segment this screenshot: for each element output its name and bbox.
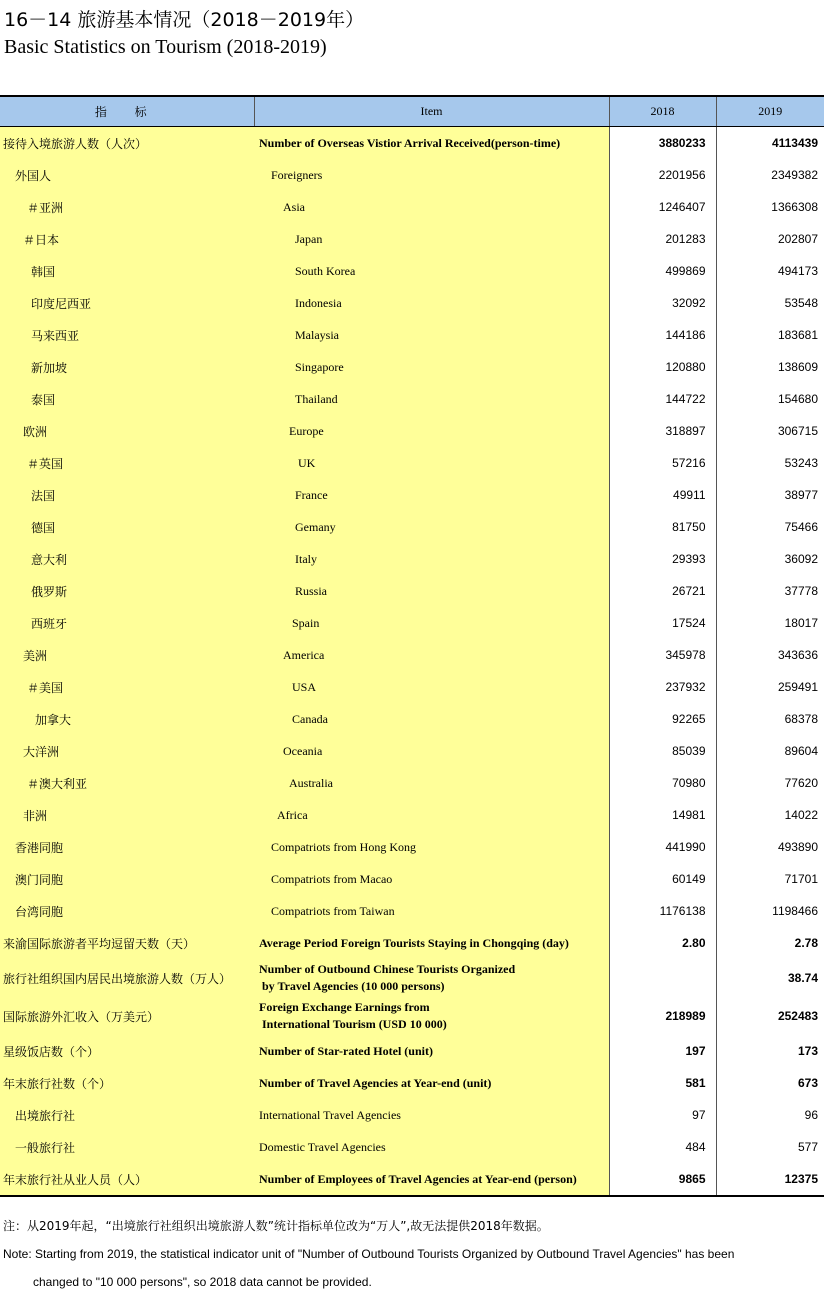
row-value-2019: 673 (797, 1076, 818, 1090)
table-row (0, 479, 824, 511)
table-row (0, 255, 824, 287)
row-value-2018: 144722 (609, 383, 716, 415)
row-value-2018: 120880 (609, 351, 716, 383)
page-title-chinese: 16－14 旅游基本情况（2018－2019年） (4, 9, 365, 31)
table-row (0, 543, 824, 575)
row-value-2018 (609, 959, 716, 997)
tourism-statistics-table (0, 95, 824, 1197)
table-row (0, 671, 824, 703)
row-indicator-cn: 印度尼西亚 (0, 287, 254, 319)
row-value-2018: 499869 (609, 255, 716, 287)
row-indicator-cn: ＃美国 (0, 671, 254, 703)
row-item-en: Australia (254, 767, 609, 799)
row-item-en: Asia (254, 191, 609, 223)
row-value-2019: 306715 (777, 424, 818, 438)
row-value-2019: 259491 (777, 680, 818, 694)
row-value-2019: 138609 (777, 360, 818, 374)
row-value-2018: 1246407 (609, 191, 716, 223)
row-item-en: Domestic Travel Agencies (254, 1131, 609, 1163)
table-row (0, 959, 824, 997)
table-row (0, 511, 824, 543)
row-indicator-cn: 西班牙 (0, 607, 254, 639)
row-item-en: Malaysia (254, 319, 609, 351)
row-value-2018: 57216 (609, 447, 716, 479)
table-row (0, 575, 824, 607)
row-indicator-cn: 国际旅游外汇收入（万美元） (0, 997, 254, 1035)
row-indicator-cn: 泰国 (0, 383, 254, 415)
row-item-en: Singapore (254, 351, 609, 383)
row-value-2019: 252483 (777, 1009, 818, 1023)
row-indicator-cn: 出境旅行社 (0, 1099, 254, 1131)
row-item-en: Number of Star-rated Hotel (unit) (254, 1035, 609, 1067)
row-indicator-cn: 俄罗斯 (0, 575, 254, 607)
row-item-en: South Korea (254, 255, 609, 287)
row-value-2018: 32092 (609, 287, 716, 319)
row-value-2018: 1176138 (609, 895, 716, 927)
table-row (0, 703, 824, 735)
row-value-2018: 2.80 (609, 927, 716, 959)
row-indicator-cn: 年末旅行社从业人员（人） (0, 1163, 254, 1196)
note-chinese: 注：从2019年起，“出境旅行社组织出境旅游人数”统计指标单位改为“万人”,故无法提供2018年数据。 (3, 1219, 549, 1233)
row-value-2018: 81750 (609, 511, 716, 543)
table-row (0, 159, 824, 191)
row-indicator-cn: ＃亚洲 (0, 191, 254, 223)
row-item-en-line2: by Travel Agencies (10 000 persons) (259, 979, 445, 993)
row-item-en: USA (254, 671, 609, 703)
row-item-en: America (254, 639, 609, 671)
row-value-2018: 70980 (609, 767, 716, 799)
row-value-2018: 218989 (609, 997, 716, 1035)
table-row (0, 767, 824, 799)
row-indicator-cn: ＃澳大利亚 (0, 767, 254, 799)
row-indicator-cn: 一般旅行社 (0, 1131, 254, 1163)
row-indicator-cn: ＃日本 (0, 223, 254, 255)
row-value-2019: 96 (804, 1108, 818, 1122)
row-value-2018: 14981 (609, 799, 716, 831)
row-item-en: Italy (254, 543, 609, 575)
row-value-2018: 85039 (609, 735, 716, 767)
row-value-2019: 37778 (784, 584, 818, 598)
row-value-2018: 92265 (609, 703, 716, 735)
row-item-en: Russia (254, 575, 609, 607)
row-value-2018: 237932 (609, 671, 716, 703)
row-item-en: Number of Employees of Travel Agencies at Year-end (person) (254, 1163, 609, 1196)
table-row (0, 191, 824, 223)
row-item-en (254, 959, 609, 997)
row-indicator-cn: 欧洲 (0, 415, 254, 447)
table-row (0, 799, 824, 831)
table-row (0, 607, 824, 639)
table-header-row (0, 96, 824, 127)
row-item-en: Thailand (254, 383, 609, 415)
row-indicator-cn: 新加坡 (0, 351, 254, 383)
table-row (0, 1067, 824, 1099)
row-item-en: France (254, 479, 609, 511)
row-indicator-cn: 澳门同胞 (0, 863, 254, 895)
row-value-2019: 89604 (784, 744, 818, 758)
row-item-en: Average Period Foreign Tourists Staying in Chongqing (day) (254, 927, 609, 959)
row-indicator-cn: 香港同胞 (0, 831, 254, 863)
note-english-line1: Note: Starting from 2019, the statistical indicator unit of "Number of Outbound Tourists Organized by Outbound Travel Agencies" has been (3, 1247, 735, 1261)
row-value-2018: 144186 (609, 319, 716, 351)
row-item-en-line1: Number of Outbound Chinese Tourists Organized (259, 962, 516, 976)
table-row (0, 1035, 824, 1067)
footnotes (3, 1212, 734, 1296)
note-english-line2: changed to "10 000 persons", so 2018 data cannot be provided. (33, 1275, 372, 1289)
row-indicator-cn: 加拿大 (0, 703, 254, 735)
row-value-2019: 12375 (716, 1163, 824, 1196)
row-indicator-cn: 年末旅行社数（个） (0, 1067, 254, 1099)
table-row (0, 383, 824, 415)
table-row (0, 831, 824, 863)
row-value-2019: 75466 (784, 520, 818, 534)
row-item-en (254, 997, 609, 1035)
row-item-en: Spain (254, 607, 609, 639)
row-item-en: Number of Overseas Vistior Arrival Received(person-time) (254, 127, 609, 160)
table-row (0, 735, 824, 767)
row-item-en: Oceania (254, 735, 609, 767)
row-item-en: Indonesia (254, 287, 609, 319)
row-indicator-cn: 韩国 (0, 255, 254, 287)
row-item-en: Japan (254, 223, 609, 255)
row-indicator-cn: 意大利 (0, 543, 254, 575)
row-value-2019: 154680 (777, 392, 818, 406)
row-value-2018: 17524 (609, 607, 716, 639)
row-item-en: Europe (254, 415, 609, 447)
table-row (0, 319, 824, 351)
row-indicator-cn: ＃英国 (0, 447, 254, 479)
row-value-2018: 49911 (609, 479, 716, 511)
row-value-2019: 2349382 (771, 168, 818, 182)
table-row (0, 639, 824, 671)
row-item-en: Gemany (254, 511, 609, 543)
row-value-2019: 71701 (784, 872, 818, 886)
row-value-2018: 3880233 (609, 127, 716, 160)
table-body (0, 127, 824, 1197)
header-indicator-cn: 指 标 (0, 96, 254, 127)
row-value-2019: 68378 (784, 712, 818, 726)
table-row (0, 415, 824, 447)
row-indicator-cn: 台湾同胞 (0, 895, 254, 927)
header-year-2019: 2019 (716, 96, 824, 127)
row-value-2018: 97 (609, 1099, 716, 1131)
row-value-2018: 26721 (609, 575, 716, 607)
row-value-2019: 577 (797, 1140, 818, 1154)
row-item-en: Number of Travel Agencies at Year-end (unit) (254, 1067, 609, 1099)
row-value-2019: 53548 (784, 296, 818, 310)
row-item-en: UK (254, 447, 609, 479)
row-value-2019: 77620 (784, 776, 818, 790)
row-value-2019: 493890 (777, 840, 818, 854)
row-value-2019: 36092 (784, 552, 818, 566)
row-item-en-line2: International Tourism (USD 10 000) (259, 1017, 447, 1031)
table-row (0, 351, 824, 383)
row-indicator-cn: 接待入境旅游人数（人次） (0, 127, 254, 160)
row-item-en: Compatriots from Hong Kong (254, 831, 609, 863)
row-indicator-cn: 美洲 (0, 639, 254, 671)
row-value-2019: 173 (797, 1044, 818, 1058)
row-indicator-cn: 星级饭店数（个） (0, 1035, 254, 1067)
row-value-2019: 1366308 (771, 200, 818, 214)
table-row (0, 127, 824, 160)
row-value-2018: 197 (609, 1035, 716, 1067)
row-item-en: Africa (254, 799, 609, 831)
row-value-2018: 29393 (609, 543, 716, 575)
row-indicator-cn: 马来西亚 (0, 319, 254, 351)
row-item-en: International Travel Agencies (254, 1099, 609, 1131)
row-value-2018: 581 (609, 1067, 716, 1099)
row-indicator-cn: 德国 (0, 511, 254, 543)
row-item-en: Foreigners (254, 159, 609, 191)
row-value-2019: 1198466 (772, 904, 818, 918)
row-value-2018: 318897 (609, 415, 716, 447)
row-value-2018: 484 (609, 1131, 716, 1163)
page-title-english: Basic Statistics on Tourism (2018-2019) (4, 36, 327, 58)
table-row (0, 223, 824, 255)
row-value-2019: 2.78 (794, 936, 818, 950)
table-row (0, 927, 824, 959)
table-row (0, 997, 824, 1035)
table-row (0, 1163, 824, 1196)
table-row (0, 447, 824, 479)
row-value-2019: 202807 (777, 232, 818, 246)
row-indicator-cn: 大洋洲 (0, 735, 254, 767)
table-row (0, 895, 824, 927)
header-item-en: Item (254, 96, 609, 127)
row-value-2018: 60149 (609, 863, 716, 895)
row-item-en-line1: Foreign Exchange Earnings from (259, 1000, 430, 1014)
row-value-2019: 343636 (777, 648, 818, 662)
table-row (0, 1099, 824, 1131)
table-row (0, 863, 824, 895)
row-item-en: Compatriots from Taiwan (254, 895, 609, 927)
row-value-2018: 201283 (609, 223, 716, 255)
table-row (0, 1131, 824, 1163)
row-value-2018: 2201956 (609, 159, 716, 191)
row-value-2019: 18017 (784, 616, 818, 630)
row-value-2019: 14022 (784, 808, 818, 822)
row-indicator-cn: 非洲 (0, 799, 254, 831)
row-indicator-cn: 法国 (0, 479, 254, 511)
table-row (0, 287, 824, 319)
row-value-2018: 9865 (609, 1163, 716, 1196)
row-value-2018: 345978 (609, 639, 716, 671)
row-indicator-cn: 来渝国际旅游者平均逗留天数（天） (0, 927, 254, 959)
row-indicator-cn: 外国人 (0, 159, 254, 191)
row-item-en: Compatriots from Macao (254, 863, 609, 895)
row-indicator-cn: 旅行社组织国内居民出境旅游人数（万人） (0, 959, 254, 997)
header-year-2018: 2018 (609, 96, 716, 127)
row-value-2019: 494173 (777, 264, 818, 278)
row-value-2019: 38977 (784, 488, 818, 502)
row-value-2019: 53243 (784, 456, 818, 470)
row-value-2019: 38.74 (787, 971, 818, 985)
row-value-2018: 441990 (609, 831, 716, 863)
row-item-en: Canada (254, 703, 609, 735)
row-value-2019: 183681 (777, 328, 818, 342)
row-value-2019: 4113439 (771, 136, 818, 150)
